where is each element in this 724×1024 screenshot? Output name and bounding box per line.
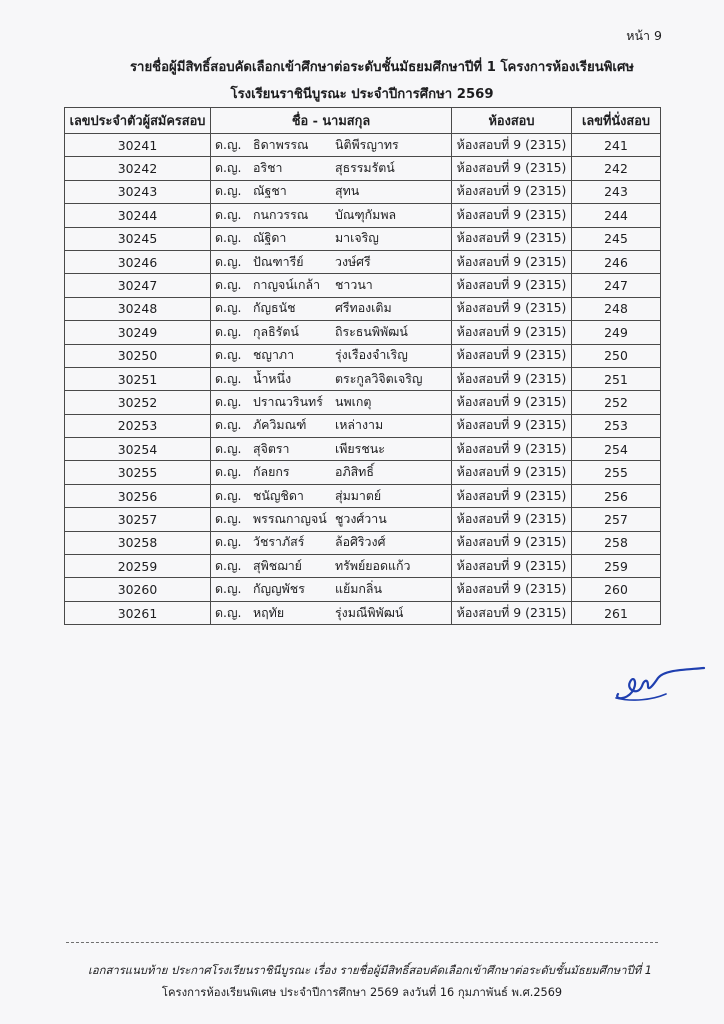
exam-room: ห้องสอบที่ 9 (2315) [452, 274, 572, 297]
given-name: กัลยกร [253, 464, 290, 480]
name-prefix: ด.ญ. [215, 160, 242, 176]
given-name: กัญญพัชร [253, 581, 305, 597]
name-prefix: ด.ญ. [215, 417, 242, 433]
name-prefix: ด.ญ. [215, 230, 242, 246]
table-row [65, 157, 661, 180]
given-name: ภัควิมณฑ์ [253, 417, 307, 433]
seat-number: 256 [572, 484, 661, 507]
table-header-row [65, 108, 661, 134]
exam-room: ห้องสอบที่ 9 (2315) [452, 438, 572, 461]
applicant-name [211, 484, 452, 507]
name-prefix: ด.ญ. [215, 347, 242, 363]
exam-room: ห้องสอบที่ 9 (2315) [452, 508, 572, 531]
applicant-id: 30248 [65, 297, 211, 320]
applicant-id: 30260 [65, 578, 211, 601]
given-name: พรรณกาญจน์ [253, 510, 327, 526]
surname: ล้อศิริวงศ์ [335, 534, 386, 550]
seat-number: 242 [572, 157, 661, 180]
table-body [65, 134, 661, 625]
exam-room: ห้องสอบที่ 9 (2315) [452, 204, 572, 227]
table-row [65, 461, 661, 484]
applicant-id: 30249 [65, 321, 211, 344]
applicant-name [211, 344, 452, 367]
applicant-id: 30242 [65, 157, 211, 180]
surname: สุ่มมาตย์ [335, 487, 382, 503]
column-header-name: ชื่อ - นามสกุล [211, 108, 452, 134]
exam-room: ห้องสอบที่ 9 (2315) [452, 601, 572, 624]
table-row [65, 578, 661, 601]
seat-number: 255 [572, 461, 661, 484]
surname: อภิสิทธิ์ [335, 464, 374, 480]
surname: บัณฑุกัมพล [335, 206, 397, 222]
footer-divider [66, 942, 658, 943]
given-name: สุจิตรา [253, 440, 290, 456]
document-title-line-1: รายชื่อผู้มีสิทธิ์สอบคัดเลือกเข้าศึกษาต่อระดับชั้นมัธยมศึกษาปีที่ 1 โครงการห้องเรียนพิเศษ [129, 60, 635, 75]
applicant-name [211, 391, 452, 414]
applicant-name [211, 461, 452, 484]
name-prefix: ด.ญ. [215, 604, 242, 620]
given-name: ธิดาพรรณ [253, 136, 309, 152]
table-row [65, 367, 661, 390]
surname: เพียรชนะ [335, 440, 385, 456]
name-prefix: ด.ญ. [215, 487, 242, 503]
seat-number: 261 [572, 601, 661, 624]
surname: นพเกตุ [335, 393, 372, 409]
given-name: ณัฐิดา [253, 230, 287, 246]
exam-room: ห้องสอบที่ 9 (2315) [452, 157, 572, 180]
given-name: ชญาภา [253, 347, 295, 363]
surname: รุ่งเรืองจำเริญ [335, 347, 408, 363]
seat-number: 254 [572, 438, 661, 461]
name-prefix: ด.ญ. [215, 534, 242, 550]
exam-room: ห้องสอบที่ 9 (2315) [452, 391, 572, 414]
footer-line-2: โครงการห้องเรียนพิเศษ ประจำปีการศึกษา 2569 ลงวันที่ 16 กุมภาพันธ์ พ.ศ.2569 [161, 986, 563, 999]
applicant-id: 30244 [65, 204, 211, 227]
surname: ตระกูลวิจิตเจริญ [335, 370, 423, 386]
applicant-id: 20259 [65, 555, 211, 578]
surname: เหล่างาม [335, 417, 384, 433]
applicant-name [211, 414, 452, 437]
applicant-name [211, 438, 452, 461]
surname: สุทน [335, 183, 360, 199]
table-row [65, 250, 661, 273]
exam-room: ห้องสอบที่ 9 (2315) [452, 250, 572, 273]
seat-number: 244 [572, 204, 661, 227]
applicant-id: 30252 [65, 391, 211, 414]
seat-number: 257 [572, 508, 661, 531]
exam-room: ห้องสอบที่ 9 (2315) [452, 344, 572, 367]
surname: ทรัพย์ยอดแก้ว [335, 557, 411, 573]
applicant-name [211, 227, 452, 250]
table-row [65, 344, 661, 367]
exam-room: ห้องสอบที่ 9 (2315) [452, 578, 572, 601]
exam-room: ห้องสอบที่ 9 (2315) [452, 414, 572, 437]
applicant-id: 30250 [65, 344, 211, 367]
seat-number: 241 [572, 134, 661, 157]
exam-room: ห้องสอบที่ 9 (2315) [452, 321, 572, 344]
applicant-id: 20253 [65, 414, 211, 437]
surname: นิติพีรญาทร [335, 136, 399, 152]
applicant-name [211, 250, 452, 273]
applicant-id: 30254 [65, 438, 211, 461]
name-prefix: ด.ญ. [215, 253, 242, 269]
name-prefix: ด.ญ. [215, 581, 242, 597]
column-header-seat-number: เลขที่นั่งสอบ [572, 108, 661, 134]
column-header-exam-room: ห้องสอบ [452, 108, 572, 134]
applicant-name [211, 367, 452, 390]
surname: ศรีทองเติม [335, 300, 392, 316]
column-header-applicant-id: เลขประจำตัวผู้สมัครสอบ [65, 108, 211, 134]
applicant-id: 30257 [65, 508, 211, 531]
signature-stroke [617, 668, 704, 698]
document-title-line-2: โรงเรียนราชินีบูรณะ ประจำปีการศึกษา 2569 [230, 87, 494, 102]
given-name: น้ำหนึ่ง [253, 370, 292, 386]
seat-number: 259 [572, 555, 661, 578]
applicant-name [211, 531, 452, 554]
table-row [65, 508, 661, 531]
given-name: สุพิชฌาย์ [253, 557, 302, 573]
table-row [65, 321, 661, 344]
given-name: วัชราภัสร์ [253, 534, 305, 550]
table-row [65, 391, 661, 414]
applicant-name [211, 578, 452, 601]
exam-room: ห้องสอบที่ 9 (2315) [452, 484, 572, 507]
name-prefix: ด.ญ. [215, 557, 242, 573]
table-row [65, 134, 661, 157]
exam-room: ห้องสอบที่ 9 (2315) [452, 227, 572, 250]
applicant-name [211, 297, 452, 320]
seat-number: 253 [572, 414, 661, 437]
applicant-name [211, 134, 452, 157]
name-prefix: ด.ญ. [215, 206, 242, 222]
given-name: กัญธนัช [253, 300, 296, 316]
exam-room: ห้องสอบที่ 9 (2315) [452, 180, 572, 203]
surname: สุธรรมรัตน์ [335, 160, 395, 176]
applicant-name [211, 508, 452, 531]
applicant-name [211, 321, 452, 344]
given-name: ณัฐชา [253, 183, 287, 199]
given-name: หฤทัย [253, 604, 285, 620]
table-row [65, 438, 661, 461]
applicant-id: 30256 [65, 484, 211, 507]
applicant-name [211, 204, 452, 227]
surname: มาเจริญ [335, 230, 379, 246]
applicant-name [211, 157, 452, 180]
name-prefix: ด.ญ. [215, 277, 242, 293]
applicant-name [211, 180, 452, 203]
surname: วงษ์ศรี [335, 253, 371, 269]
given-name: กาญจน์เกล้า [253, 277, 321, 293]
table-row [65, 414, 661, 437]
seat-number: 245 [572, 227, 661, 250]
name-prefix: ด.ญ. [215, 300, 242, 316]
signature-image [612, 656, 708, 704]
given-name: กุลธิรัตน์ [253, 323, 299, 339]
table-row [65, 274, 661, 297]
applicant-id: 30261 [65, 601, 211, 624]
surname: ถิระธนพิพัฒน์ [335, 323, 408, 339]
name-prefix: ด.ญ. [215, 510, 242, 526]
given-name: กนกวรรณ [253, 206, 309, 222]
table-row [65, 531, 661, 554]
exam-room: ห้องสอบที่ 9 (2315) [452, 531, 572, 554]
seat-number: 250 [572, 344, 661, 367]
seat-number: 246 [572, 250, 661, 273]
surname: รุ่งมณีพิพัฒน์ [335, 604, 404, 620]
applicant-id: 30241 [65, 134, 211, 157]
applicant-id: 30243 [65, 180, 211, 203]
name-prefix: ด.ญ. [215, 183, 242, 199]
table-row [65, 204, 661, 227]
exam-room: ห้องสอบที่ 9 (2315) [452, 461, 572, 484]
seat-number: 248 [572, 297, 661, 320]
applicant-name [211, 601, 452, 624]
applicant-id: 30245 [65, 227, 211, 250]
table-row [65, 227, 661, 250]
applicant-name [211, 274, 452, 297]
applicant-id: 30258 [65, 531, 211, 554]
name-prefix: ด.ญ. [215, 323, 242, 339]
seat-number: 258 [572, 531, 661, 554]
seat-number: 249 [572, 321, 661, 344]
table-row [65, 555, 661, 578]
footer-line-1: เอกสารแนบท้าย ประกาศโรงเรียนราชินีบูรณะ เรื่อง รายชื่อผู้มีสิทธิ์สอบคัดเลือกเข้าศึกษาต่อระดับชั้นมัธยมศึกษาปีที่ 1 [88, 964, 652, 977]
name-prefix: ด.ญ. [215, 464, 242, 480]
surname: ชาวนา [335, 277, 373, 293]
applicant-id: 30251 [65, 367, 211, 390]
seat-number: 243 [572, 180, 661, 203]
table-row [65, 180, 661, 203]
name-prefix: ด.ญ. [215, 440, 242, 456]
name-prefix: ด.ญ. [215, 136, 242, 152]
given-name: อริชา [253, 160, 283, 176]
applicant-name [211, 555, 452, 578]
exam-room: ห้องสอบที่ 9 (2315) [452, 367, 572, 390]
given-name: ปราณวรินทร์ [253, 393, 323, 409]
table-row [65, 484, 661, 507]
table-row [65, 297, 661, 320]
surname: แย้มกลิ่น [335, 581, 382, 597]
given-name: ปัณฑารีย์ [253, 253, 304, 269]
applicant-id: 30247 [65, 274, 211, 297]
seat-number: 251 [572, 367, 661, 390]
exam-room: ห้องสอบที่ 9 (2315) [452, 297, 572, 320]
applicant-id: 30246 [65, 250, 211, 273]
applicant-id: 30255 [65, 461, 211, 484]
exam-room: ห้องสอบที่ 9 (2315) [452, 134, 572, 157]
table-row [65, 601, 661, 624]
seat-number: 247 [572, 274, 661, 297]
applicant-table [64, 107, 661, 625]
seat-number: 252 [572, 391, 661, 414]
name-prefix: ด.ญ. [215, 370, 242, 386]
name-prefix: ด.ญ. [215, 393, 242, 409]
given-name: ชนัญชิดา [253, 487, 304, 503]
seat-number: 260 [572, 578, 661, 601]
surname: ชูวงศ์วาน [335, 510, 387, 526]
exam-room: ห้องสอบที่ 9 (2315) [452, 555, 572, 578]
page-number: หน้า 9 [626, 28, 662, 43]
